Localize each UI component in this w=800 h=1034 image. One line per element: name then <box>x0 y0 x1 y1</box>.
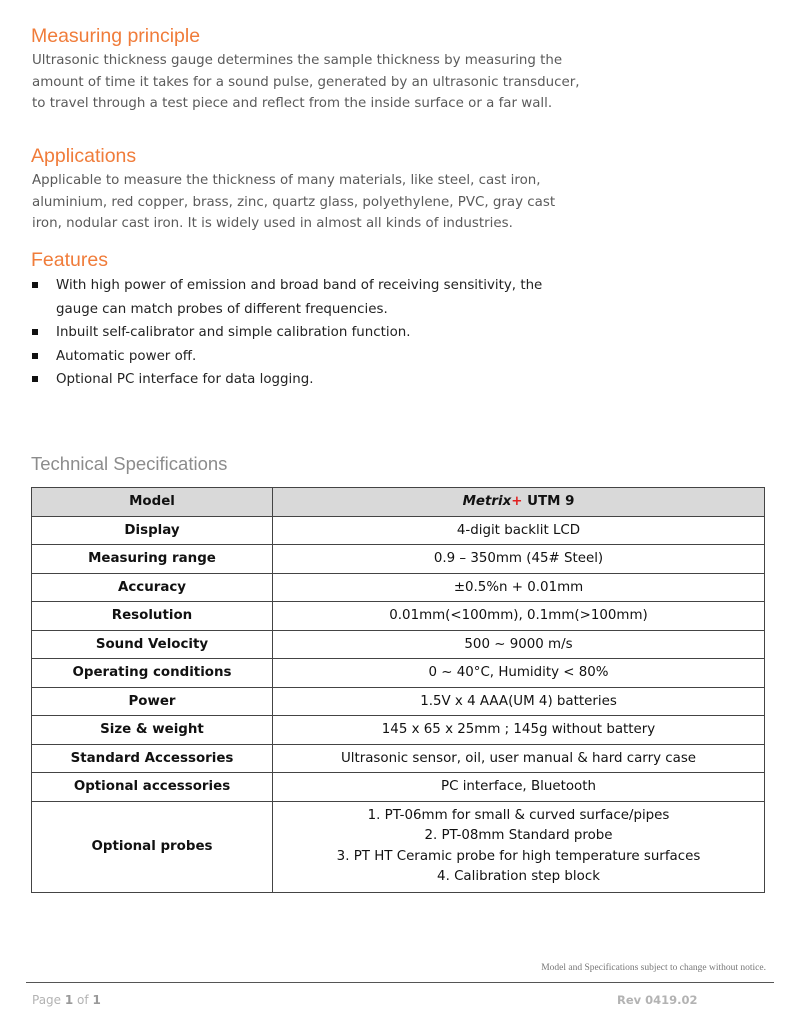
page-prefix: Page <box>32 993 65 1007</box>
spec-key: Operating conditions <box>32 659 273 688</box>
spec-key: Display <box>32 516 273 545</box>
spec-value: 0.01mm(<100mm), 0.1mm(>100mm) <box>273 602 765 631</box>
spec-value: Ultrasonic sensor, oil, user manual & hard carry case <box>273 744 765 773</box>
spec-key: Sound Velocity <box>32 630 273 659</box>
spec-value: 145 x 65 x 25mm ; 145g without battery <box>273 716 765 745</box>
probe-item: 1. PT-06mm for small & curved surface/pipes <box>367 807 670 823</box>
page-number <box>32 993 101 1007</box>
spec-key: Accuracy <box>32 573 273 602</box>
table-row <box>32 773 765 802</box>
feature-item <box>30 368 570 392</box>
feature-text: Automatic power off. <box>56 348 197 364</box>
features-list <box>30 274 570 392</box>
spec-key: Power <box>32 687 273 716</box>
probe-item: 3. PT HT Ceramic probe for high temperature surfaces <box>336 848 701 864</box>
applications-heading: Applications <box>31 145 137 167</box>
feature-item <box>30 321 570 345</box>
spec-value: 500 ~ 9000 m/s <box>273 630 765 659</box>
spec-key: Standard Accessories <box>32 744 273 773</box>
measuring-principle-text: Ultrasonic thickness gauge determines the sample thickness by measuring the amount of time it takes for a sound pulse, generated by an ultrasonic transducer, to travel through a test piece and reflect from the inside surface or a far wall. <box>32 53 580 111</box>
feature-text: Optional PC interface for data logging. <box>56 372 314 387</box>
table-row <box>32 545 765 574</box>
spec-value: 0 ~ 40°C, Humidity < 80% <box>273 659 765 688</box>
spec-value: 1.5V x 4 AAA(UM 4) batteries <box>273 687 765 716</box>
revision-label: Rev 0419.02 <box>617 993 698 1007</box>
spec-value: ±0.5%n + 0.01mm <box>273 573 765 602</box>
feature-item <box>30 345 570 369</box>
bullet-icon <box>32 376 38 382</box>
table-row <box>32 744 765 773</box>
table-row <box>32 516 765 545</box>
page-current: 1 <box>64 993 74 1007</box>
footer-divider <box>26 982 774 983</box>
probe-item: 2. PT-08mm Standard probe <box>424 828 613 843</box>
table-header-key: Model <box>32 488 273 517</box>
brand-name: Metrix <box>462 494 512 510</box>
bullet-icon <box>32 282 38 288</box>
spec-key: Size & weight <box>32 716 273 745</box>
feature-text: With high power of emission and broad band of receiving sensitivity, the gauge can match probes of different frequencies. <box>56 278 543 317</box>
bullet-icon <box>32 353 38 359</box>
page-mid: of <box>73 993 93 1007</box>
table-row <box>32 630 765 659</box>
table-row <box>32 573 765 602</box>
spec-key: Optional probes <box>32 801 273 892</box>
page-total: 1 <box>92 993 101 1007</box>
probes-list <box>277 806 760 888</box>
probe-item: 4. Calibration step block <box>437 869 600 884</box>
footer-note: Model and Specifications subject to change without notice. <box>541 963 766 973</box>
technical-specifications-heading: Technical Specifications <box>31 453 228 474</box>
table-row <box>32 659 765 688</box>
spec-key: Resolution <box>32 602 273 631</box>
table-row <box>32 687 765 716</box>
table-row <box>32 716 765 745</box>
table-row <box>32 602 765 631</box>
feature-item <box>30 274 570 321</box>
measuring-principle-heading: Measuring principle <box>31 25 201 47</box>
spec-value-probes <box>273 801 765 892</box>
features-heading: Features <box>31 249 108 271</box>
spec-key: Optional accessories <box>32 773 273 802</box>
spec-key: Measuring range <box>32 545 273 574</box>
table-header-row <box>32 488 765 517</box>
bullet-icon <box>32 329 38 335</box>
applications-text: Applicable to measure the thickness of many materials, like steel, cast iron, aluminium, red copper, brass, zinc, quartz glass, polyethylene, PVC, gray cast iron, nodular cast iron. It is widely used in almost all kinds of industries. <box>32 173 556 231</box>
specifications-table <box>31 487 765 893</box>
spec-value: PC interface, Bluetooth <box>273 773 765 802</box>
table-row-probes <box>32 801 765 892</box>
table-header-model <box>273 488 765 517</box>
spec-value: 4-digit backlit LCD <box>273 516 765 545</box>
spec-value: 0.9 – 350mm (45# Steel) <box>273 545 765 574</box>
feature-text: Inbuilt self-calibrator and simple calibration function. <box>56 325 411 340</box>
brand-plus: + <box>511 494 523 510</box>
model-name: UTM 9 <box>522 494 575 510</box>
